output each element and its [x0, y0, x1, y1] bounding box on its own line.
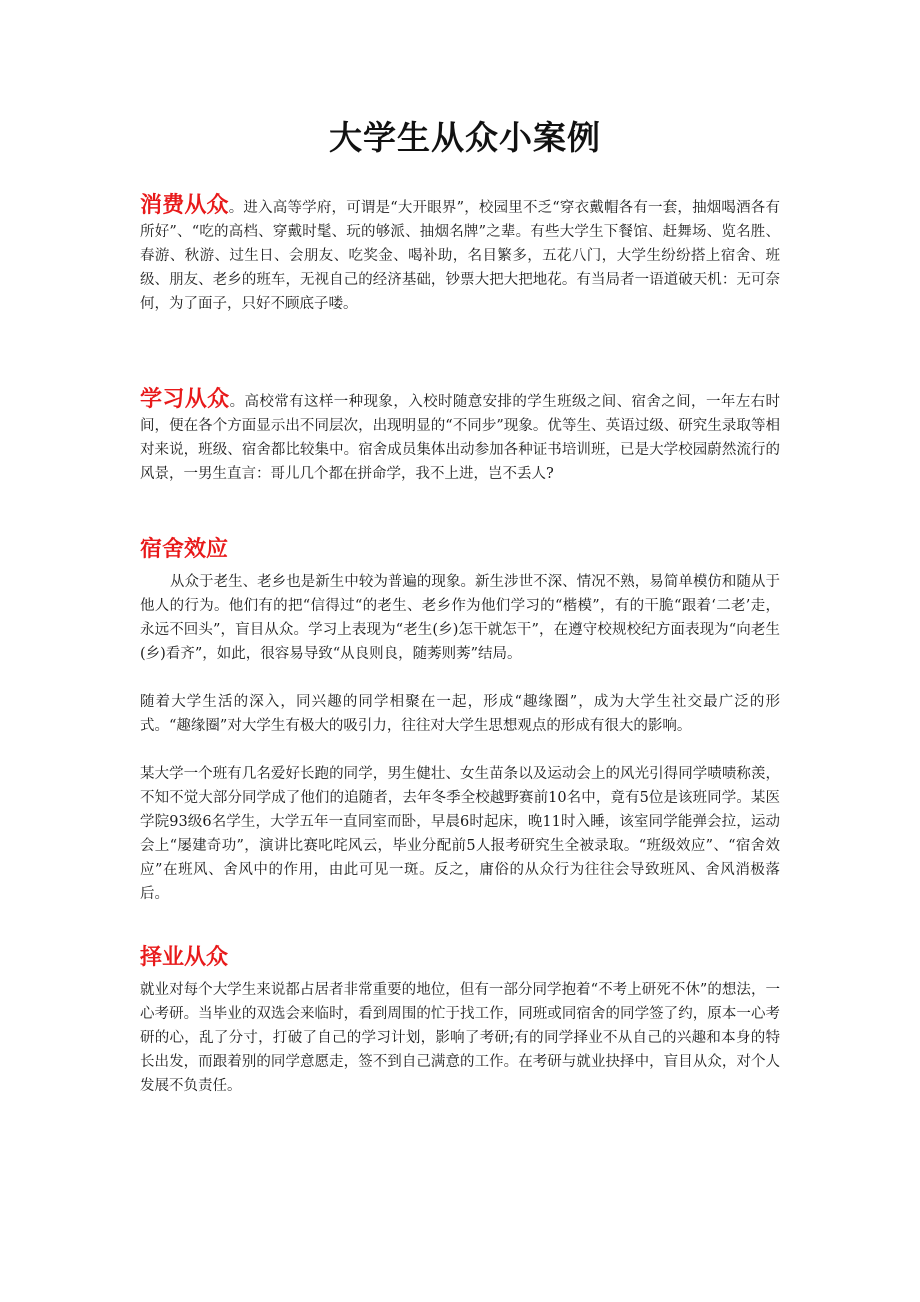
section-career — [140, 978, 780, 1098]
section-dorm-para2-text: 随着大学生活的深入，同兴趣的同学相聚在一起，形成“趣缘圈”，成为大学生社交最广泛的形式。“趣缘圈”对大学生有极大的吸引力，往往对大学生思想观点的形成有很大的影响。 — [140, 694, 780, 734]
page-title: 大学生从众小案例 — [329, 118, 601, 157]
section-dorm-para3-text: 某大学一个班有几名爱好长跑的同学，男生健壮、女生苗条以及运动会上的风光引得同学啧啧称羡，不知不觉大部分同学成了他们的追随者，去年冬季全校越野赛前10名中，竟有5位是该班同学。某医学院93级6名学生，大学五年一直同室而卧，早晨6时起床，晚11时入睡，该室同学能弹会拉，运动会上“屡建奇功”，演讲比赛叱咤风云，毕业分配前5人报考研究生全被录取。“班级效应”、“宿舍效应”在班风、舍风中的作用，由此可见一斑。反之，庸俗的从众行为往往会导致班风、舍风消极落后。 — [140, 766, 780, 902]
section-study-paragraph — [140, 388, 780, 486]
section-study — [140, 388, 780, 486]
section-consumption — [140, 194, 780, 316]
section-study-heading: 学习从众 — [140, 387, 230, 412]
section-consumption-text: 。进入高等学府，可谓是“大开眼界”，校园里不乏“穿衣戴帽各有一套，抽烟喝酒各有所好”、“吃的高档、穿戴时髦、玩的够派、抽烟名牌”之辈。有些大学生下餐馆、赶舞场、览名胜、春游、秋游、过生日、会朋友、吃奖金、喝补助，名目繁多，五花八门，大学生纷纷搭上宿舍、班级、朋友、老乡的班车，无视自己的经济基础，钞票大把大把地花。有当局者一语道破天机：无可奈何，为了面子，只好不顾底子喽。 — [140, 200, 780, 312]
section-dorm-para3 — [140, 762, 780, 906]
section-consumption-paragraph — [140, 194, 780, 316]
section-dorm-para1-text: 从众于老生、老乡也是新生中较为普遍的现象。新生涉世不深、情况不熟，易简单模仿和随从于他人的行为。他们有的把“信得过“的老生、老乡作为他们学习的“楷模”，有的干脆“跟着‘二老’走，永远不回头”，盲目从众。学习上表现为“老生(乡)怎干就怎干”，在遵守校规校纪方面表现为“向老生(乡)看齐”，如此，很容易导致“从良则良，随莠则莠”结局。 — [140, 574, 780, 662]
section-dorm-heading: 宿舍效应 — [140, 537, 229, 562]
section-career-text: 就业对每个大学生来说都占居者非常重要的地位，但有一部分同学抱着“不考上研死不休”的想法，一心考研。当毕业的双选会来临时，看到周围的忙于找工作，同班或同宿舍的同学签了约，原本一心考研的心，乱了分寸，打破了自己的学习计划，影响了考研;有的同学择业不从自己的兴趣和本身的特长出发，而跟着别的同学意愿走，签不到自己满意的工作。在考研与就业抉择中，盲目从众，对个人发展不负责任。 — [140, 982, 780, 1094]
section-dorm-para2 — [140, 690, 780, 738]
section-study-text: 。高校常有这样一种现象，入校时随意安排的学生班级之间、宿舍之间，一年左右时间，便在各个方面显示出不同层次，出现明显的“不同步”现象。优等生、英语过级、研究生录取等相对来说，班级、宿舍都比较集中。宿舍成员集体出动参加各种证书培训班，已是大学校园蔚然流行的风景，一男生直言：哥儿几个都在拼命学，我不上进，岂不丢人? — [140, 394, 780, 482]
section-career-heading: 择业从众 — [140, 945, 229, 970]
section-consumption-heading: 消费从众 — [140, 193, 229, 218]
section-dorm-para1 — [140, 570, 780, 666]
